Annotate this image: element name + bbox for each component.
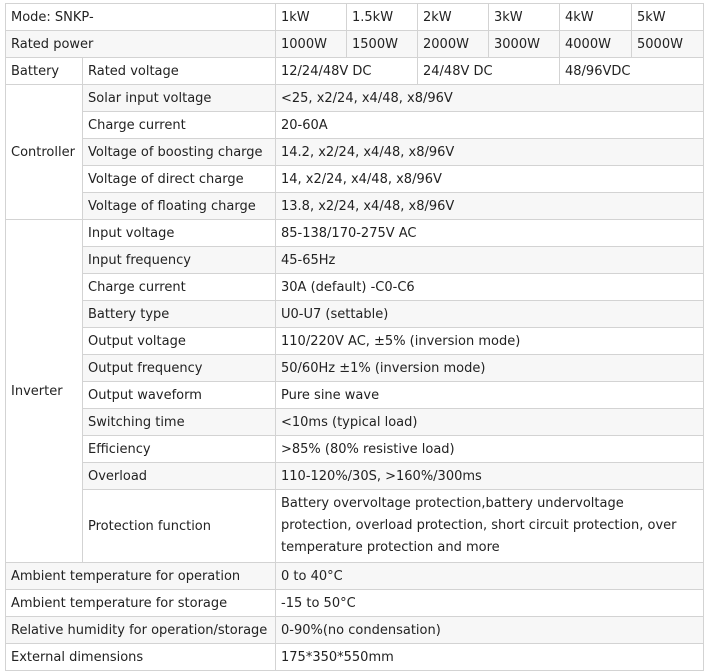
rated-power-1kw: 1000W: [276, 31, 347, 58]
table-row-rated-power: [6, 31, 704, 58]
model-1kw: 1kW: [276, 4, 347, 31]
row-value: 85-138/170-275V AC: [276, 220, 704, 247]
spec-table: [5, 3, 704, 671]
battery-voltage-1-1-5kw: 12/24/48V DC: [276, 58, 418, 85]
rated-power-1-5kw: 1500W: [347, 31, 418, 58]
battery-voltage-2-3kw: 24/48V DC: [418, 58, 560, 85]
model-5kw: 5kW: [632, 4, 704, 31]
table-row: [6, 301, 704, 328]
battery-voltage-4-5kw: 48/96VDC: [560, 58, 704, 85]
table-row: [6, 193, 704, 220]
table-row: [6, 112, 704, 139]
row-label: Ambient temperature for storage: [6, 590, 276, 617]
row-label: Output waveform: [83, 382, 276, 409]
row-value: 110-120%/30S, >160%/300ms: [276, 463, 704, 490]
row-value: 20-60A: [276, 112, 704, 139]
battery-group-label: Battery: [6, 58, 83, 85]
table-row: [6, 355, 704, 382]
controller-group-label: Controller: [6, 85, 83, 220]
rated-power-label: Rated power: [6, 31, 276, 58]
row-label: Relative humidity for operation/storage: [6, 617, 276, 644]
table-row: [6, 328, 704, 355]
model-4kw: 4kW: [560, 4, 632, 31]
row-label: Output voltage: [83, 328, 276, 355]
mode-label: Mode: SNKP-: [6, 4, 276, 31]
row-value: >85% (80% resistive load): [276, 436, 704, 463]
table-row: [6, 85, 704, 112]
row-label: Charge current: [83, 274, 276, 301]
row-label: Protection function: [83, 490, 276, 563]
battery-rated-voltage-label: Rated voltage: [83, 58, 276, 85]
model-1-5kw: 1.5kW: [347, 4, 418, 31]
table-row: [6, 139, 704, 166]
table-row: [6, 274, 704, 301]
row-value: 45-65Hz: [276, 247, 704, 274]
row-value: 13.8, x2/24, x4/48, x8/96V: [276, 193, 704, 220]
row-value: 0 to 40°C: [276, 563, 704, 590]
row-value: -15 to 50°C: [276, 590, 704, 617]
row-label: Input voltage: [83, 220, 276, 247]
table-row: [6, 590, 704, 617]
table-row: [6, 220, 704, 247]
row-value: 0-90%(no condensation): [276, 617, 704, 644]
rated-power-4kw: 4000W: [560, 31, 632, 58]
row-label: Voltage of boosting charge: [83, 139, 276, 166]
row-label: Voltage of floating charge: [83, 193, 276, 220]
protection-function-value: Battery overvoltage protection,battery undervoltage protection, overload protection, short circuit protection, over temperature protection and more: [276, 490, 704, 563]
table-row: [6, 166, 704, 193]
table-row: [6, 490, 704, 563]
model-3kw: 3kW: [489, 4, 560, 31]
row-label: Input frequency: [83, 247, 276, 274]
row-label: Overload: [83, 463, 276, 490]
row-label: Charge current: [83, 112, 276, 139]
row-label: Solar input voltage: [83, 85, 276, 112]
row-value: <10ms (typical load): [276, 409, 704, 436]
row-value: 14, x2/24, x4/48, x8/96V: [276, 166, 704, 193]
row-value: 50/60Hz ±1% (inversion mode): [276, 355, 704, 382]
row-label: Ambient temperature for operation: [6, 563, 276, 590]
table-row: [6, 617, 704, 644]
table-row-battery: [6, 58, 704, 85]
inverter-group-label: Inverter: [6, 220, 83, 563]
row-value: U0-U7 (settable): [276, 301, 704, 328]
rated-power-3kw: 3000W: [489, 31, 560, 58]
table-row-mode: [6, 4, 704, 31]
row-value: Pure sine wave: [276, 382, 704, 409]
row-label: Battery type: [83, 301, 276, 328]
row-label: Voltage of direct charge: [83, 166, 276, 193]
row-label: Efficiency: [83, 436, 276, 463]
row-value: 14.2, x2/24, x4/48, x8/96V: [276, 139, 704, 166]
table-row: [6, 409, 704, 436]
table-row: [6, 247, 704, 274]
row-value: 30A (default) -C0-C6: [276, 274, 704, 301]
row-value: <25, x2/24, x4/48, x8/96V: [276, 85, 704, 112]
model-2kw: 2kW: [418, 4, 489, 31]
row-label: External dimensions: [6, 644, 276, 671]
row-value: 175*350*550mm: [276, 644, 704, 671]
row-value: 110/220V AC, ±5% (inversion mode): [276, 328, 704, 355]
table-row: [6, 644, 704, 671]
rated-power-5kw: 5000W: [632, 31, 704, 58]
row-label: Output frequency: [83, 355, 276, 382]
table-row: [6, 463, 704, 490]
table-row: [6, 563, 704, 590]
rated-power-2kw: 2000W: [418, 31, 489, 58]
table-row: [6, 436, 704, 463]
table-row: [6, 382, 704, 409]
row-label: Switching time: [83, 409, 276, 436]
